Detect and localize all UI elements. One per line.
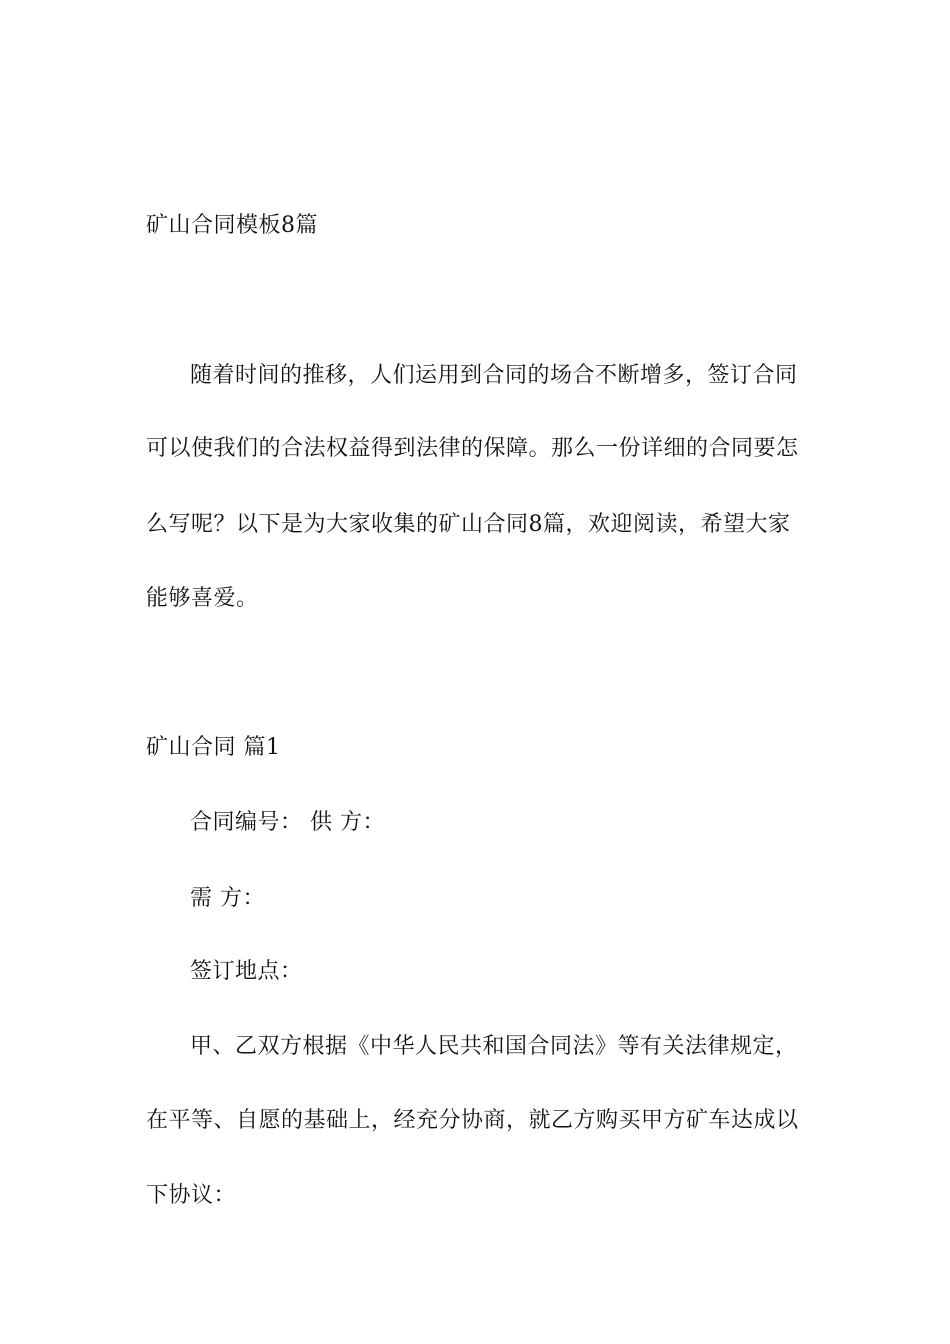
buyer-line: 需 方： [190,886,265,911]
body-line-3: 下协议： [146,1183,237,1208]
intro-line-2: 可以使我们的合法权益得到法律的保障。那么一份详细的合同要怎 [146,436,799,461]
signing-place-line: 签订地点： [190,959,303,984]
intro-line-3: 么写呢？以下是为大家收集的矿山合同8篇，欢迎阅读，希望大家 [146,512,791,537]
body-line-1: 甲、乙双方根据《中华人民共和国合同法》等有关法律规定， [190,1034,798,1059]
document-title: 矿山合同模板8篇 [146,213,318,238]
contract-number-line: 合同编号： 供 方： [190,810,385,835]
intro-line-4: 能够喜爱。 [146,586,259,611]
section-heading: 矿山合同 篇1 [146,735,281,760]
intro-line-1: 随着时间的推移，人们运用到合同的场合不断增多，签订合同 [190,363,798,388]
body-line-2: 在平等、自愿的基础上，经充分协商，就乙方购买甲方矿车达成以 [146,1108,799,1133]
